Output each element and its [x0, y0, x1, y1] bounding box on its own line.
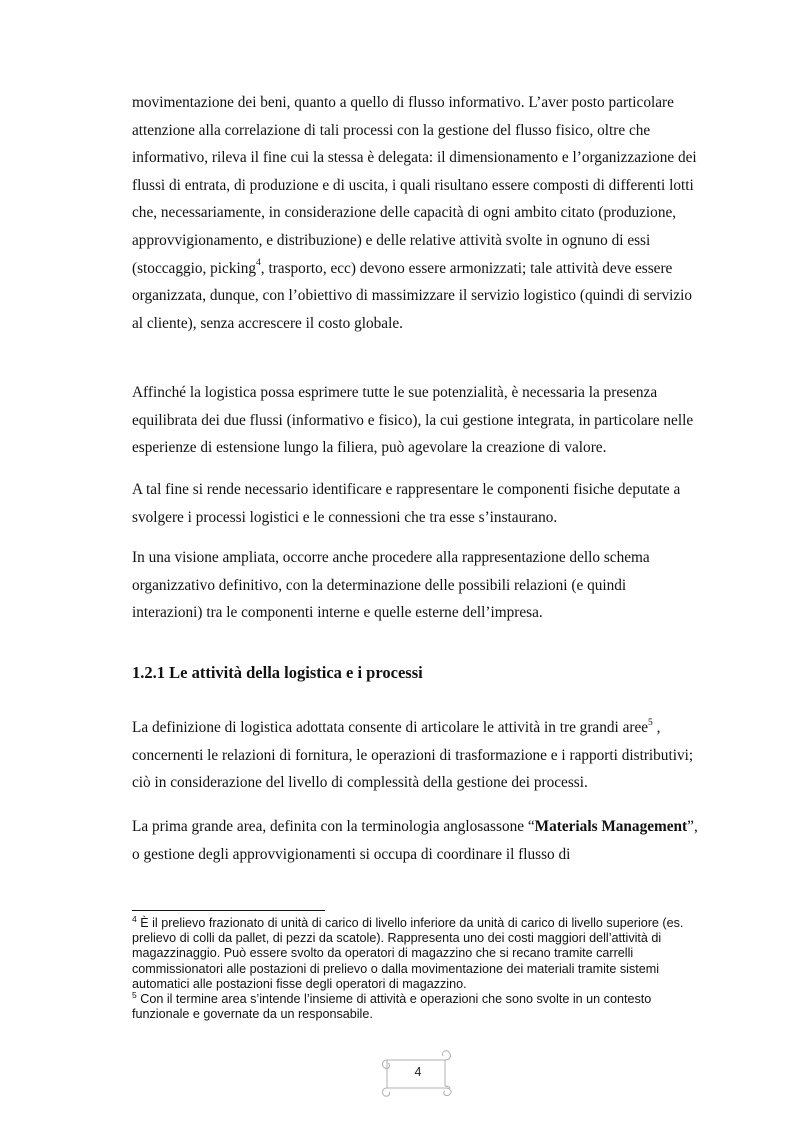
- page-number: 4: [414, 1065, 422, 1079]
- footnote-item: [132, 913, 698, 992]
- body-paragraph: [132, 89, 698, 337]
- body-paragraph: [132, 544, 698, 627]
- paragraph-text: A tal fine si rende necessario identificare e rappresentare le componenti fisiche deputate a svolgere i processi logistici e le connessioni che tra esse s’instaurano.: [132, 481, 681, 526]
- bold-term: Materials Management: [534, 818, 688, 835]
- body-paragraph: [132, 813, 698, 868]
- page-number-scroll: [379, 1046, 455, 1098]
- footnote-item: [132, 989, 698, 1022]
- paragraph-text: La prima grande area, definita con la terminologia anglosassone “: [132, 818, 535, 835]
- footnote-text: È il prelievo frazionato di unità di carico di livello inferiore da unità di carico di livello superiore (es. prelievo di colli da pallet, di pezzi da scatole). Rappresenta uno dei costi maggiori dell’attività di magazzinaggio. Può essere svolto da operatori di magazzino che si recano tramite carrelli commissionatori alle postazioni di prelievo o dalla movimentazione dei materiali tramite sistemi automatici alle postazioni fisse degli operatori di magazzino.: [132, 916, 684, 991]
- footnotes: [132, 913, 698, 1022]
- footnote-reference[interactable]: 4: [256, 258, 261, 269]
- body-paragraph: [132, 714, 698, 797]
- paragraph-text: movimentazione dei beni, quanto a quello di flusso informativo. L’aver posto particolare attenzione alla correlazione di tali processi con la gestione del flusso fisico, oltre che informativo, rileva il fine cui la stessa è delegata: il dimensionamento e l’organizzazione dei flussi di entrata, di produzione e di uscita, i quali risultano essere composti di differenti lotti che, necessariamente, in considerazione delle capacità di ogni ambito citato (produzione, approvvigionamento, e distribuzione) e delle relative attività svolte in ognuno di essi (stoccaggio, picking: [132, 94, 697, 277]
- section-heading: 1.2.1 Le attività della logistica e i processi: [132, 663, 423, 682]
- footnote-reference[interactable]: 5: [648, 717, 653, 728]
- footnote-separator: [132, 910, 325, 911]
- footnote-number: 4: [132, 913, 137, 924]
- paragraph-text: ”, o gestione degli approvvigionamenti si occupa di coordinare il flusso di: [132, 818, 698, 863]
- body-paragraph: [132, 476, 698, 531]
- paragraph-text: La definizione di logistica adottata consente di articolare le attività in tre grandi aree: [132, 719, 649, 736]
- paragraph-text: , trasporto, ecc) devono essere armonizzati; tale attività deve essere organizzata, dunque, con l’obiettivo di massimizzare il servizio logistico (quindi di servizio al cliente), senza accrescere il costo globale.: [132, 259, 693, 332]
- paragraph-text: Affinché la logistica possa esprimere tutte le sue potenzialità, è necessaria la presenza equilibrata dei due flussi (informativo e fisico), la cui gestione integrata, in particolare nelle esperienze di estensione lungo la filiera, può agevolare la creazione di valore.: [132, 384, 694, 457]
- paragraph-text: , concernenti le relazioni di fornitura, le operazioni di trasformazione e i rapporti distributivi; ciò in considerazione del livello di complessità della gestione dei processi.: [132, 719, 694, 792]
- body-paragraph: [132, 379, 698, 462]
- paragraph-text: In una visione ampliata, occorre anche procedere alla rappresentazione dello schema organizzativo definitivo, con la determinazione delle possibili relazioni (e quindi interazioni) tra le componenti interne e quelle esterne dell’impresa.: [132, 549, 650, 622]
- footnote-number: 5: [132, 989, 137, 1000]
- footnote-text: Con il termine area s’intende l’insieme di attività e operazioni che sono svolte in un contesto funzionale e governate da un responsabile.: [132, 992, 652, 1022]
